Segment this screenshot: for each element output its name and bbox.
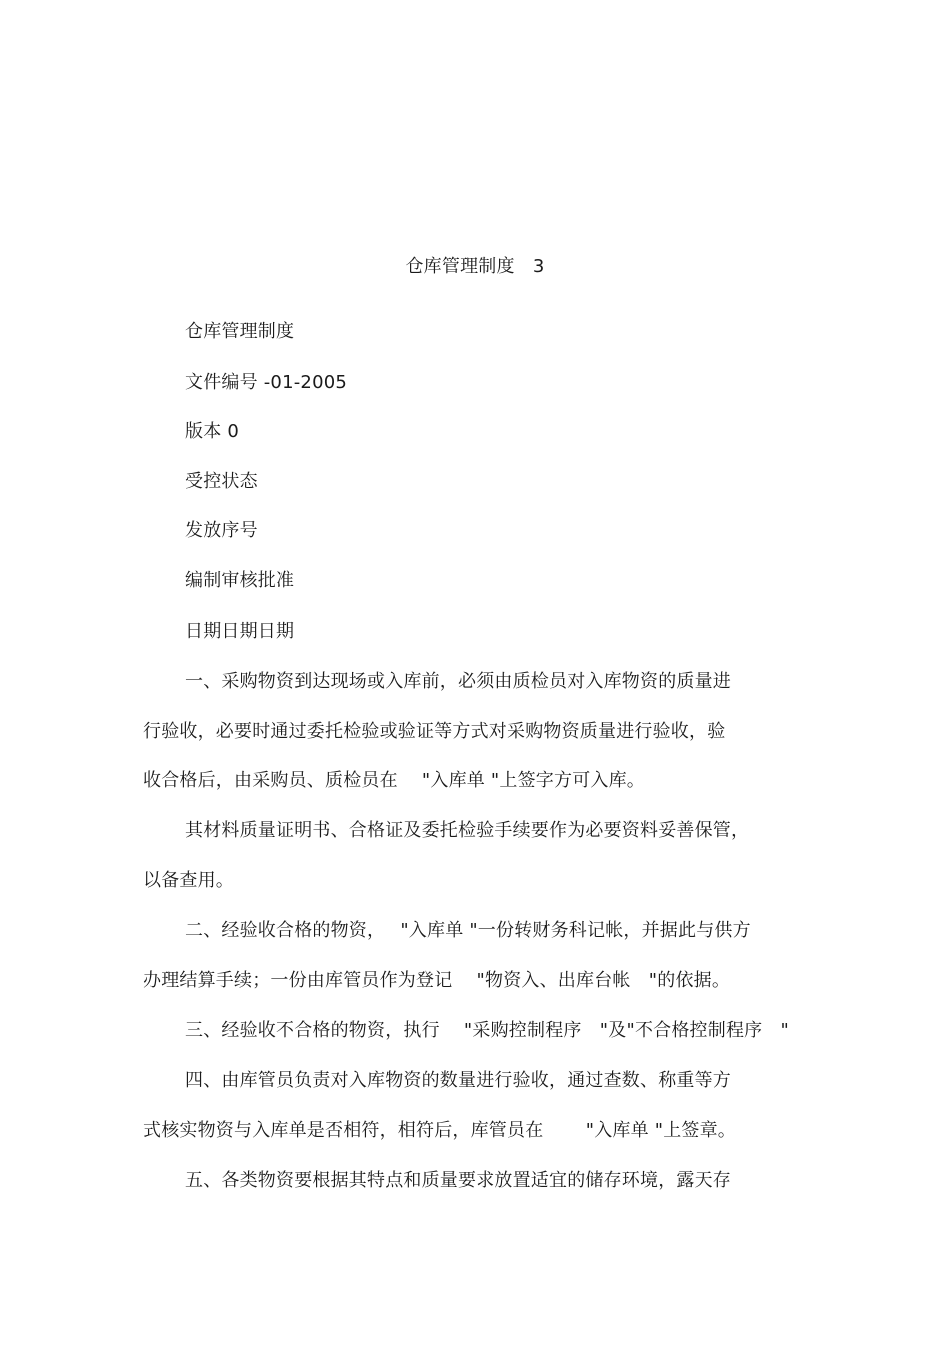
paragraph-line: 办理结算手续；一份由库管员作为登记 "物资入、出库台帐 "的依据。 (143, 970, 731, 991)
paragraph-line: 式核实物资与入库单是否相符，相符后，库管员在 "入库单 "上签章。 (143, 1120, 736, 1141)
paragraph-line: 其材料质量证明书、合格证及委托检验手续要作为必要资料妥善保管， (185, 820, 750, 841)
paragraph-line: 以备查用。 (143, 870, 234, 891)
paragraph-line: 收合格后，由采购员、质检员在 "入库单 "上签字方可入库。 (143, 770, 645, 791)
header-line-dates: 日期日期日期 (185, 621, 295, 642)
paragraph-line: 行验收，必要时通过委托检验或验证等方式对采购物资质量进行验收，验 (143, 721, 726, 742)
header-line-version: 版本 0 (185, 421, 239, 442)
document-title: 仓库管理制度 3 (405, 256, 545, 277)
paragraph-line: 三、经验收不合格的物资，执行 "采购控制程序 "及"不合格控制程序 " (185, 1020, 790, 1041)
header-line-approval: 编制审核批准 (185, 570, 295, 591)
header-line-name: 仓库管理制度 (185, 321, 295, 342)
paragraph-line: 四、由库管员负责对入库物资的数量进行验收，通过查数、称重等方 (185, 1070, 731, 1091)
paragraph-line: 二、经验收合格的物资， "入库单 "一份转财务科记帐，并据此与供方 (185, 920, 751, 941)
paragraph-line: 五、各类物资要根据其特点和质量要求放置适宜的储存环境，露天存 (185, 1170, 731, 1191)
header-line-file-number: 文件编号 -01-2005 (185, 372, 348, 393)
header-line-control-status: 受控状态 (185, 471, 258, 492)
header-line-issue-number: 发放序号 (185, 520, 258, 541)
paragraph-line: 一、采购物资到达现场或入库前，必须由质检员对入库物资的质量进 (185, 671, 731, 692)
